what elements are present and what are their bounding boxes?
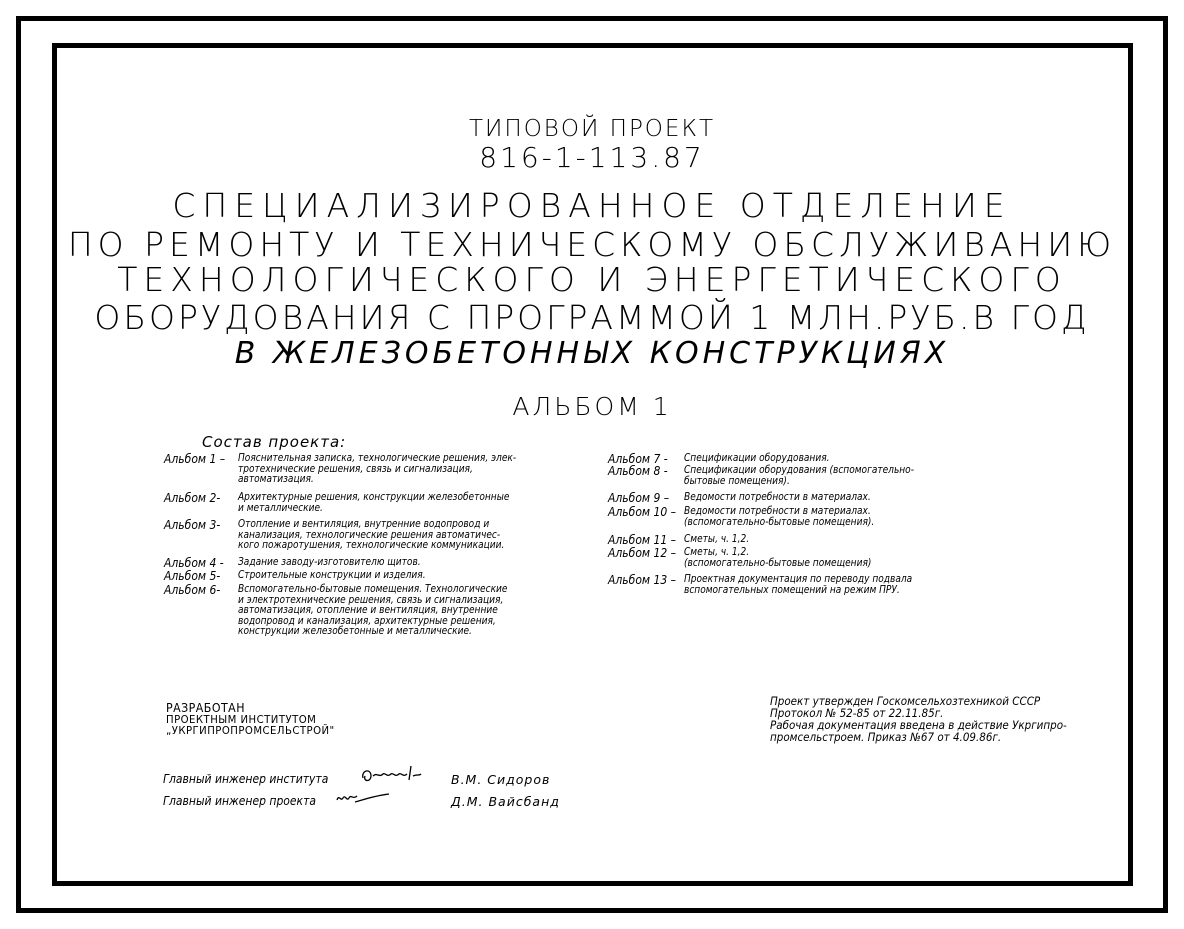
approval-line-2: Протокол № 52-85 от 22.11.85г. [770,706,944,720]
developer-institute-name: „УКРГИПРОПРОМСЕЛЬСТРОЙ" [166,724,335,737]
album-label: Альбом 8 - [608,464,668,478]
album-label: Альбом 13 – [608,573,677,587]
album-label: Альбом 10 – [608,505,677,519]
title-line-2: ПО РЕМОНТУ И ТЕХНИЧЕСКОМУ ОБСЛУЖИВАНИЮ [67,225,1117,264]
title-line-4: ОБОРУДОВАНИЯ С ПРОГРАММОЙ 1 МЛН.РУБ.В ГОД [94,298,1090,337]
signature-role: Главный инженер проекта [163,794,316,808]
title-line-1: СПЕЦИАЛИЗИРОВАННОЕ ОТДЕЛЕНИЕ [172,186,1012,225]
album-label: Альбом 3- [164,518,221,532]
album-description: Пояснительная записка, технологические решения, элек- тротехнические решения, связь и сигнализация, автоматизация. [238,452,517,485]
approval-block [770,695,1100,743]
album-description: Ведомости потребности в материалах. [684,491,871,503]
album-description: Сметы, ч. 1,2. [684,533,750,545]
approval-line-3: Рабочая документация введена в действие Укргипро- [770,718,1067,732]
developed-by-label: РАЗРАБОТАН [166,701,245,715]
album-label: Альбом 5- [164,569,221,583]
album-title: АЛЬБОМ 1 [512,392,672,421]
album-description: Сметы, ч. 1,2. (вспомогательно-бытовые помещения) [684,546,872,569]
title-line-5: В ЖЕЛЕЗОБЕТОННЫХ КОНСТРУКЦИЯХ [234,336,950,371]
developer-institute-line: ПРОЕКТНЫМ ИНСТИТУТОМ [166,713,317,726]
album-label: Альбом 2- [164,491,221,505]
album-description: Спецификации оборудования. [684,452,830,464]
handwritten-signature-icon [333,788,393,806]
signature-row-chief-engineer-project [163,794,560,809]
standard-project-label: ТИПОВОЙ ПРОЕКТ [469,116,715,142]
signature-row-chief-engineer-institute [163,772,551,787]
album-label: Альбом 1 – [164,452,226,466]
album-label: Альбом 12 – [608,546,677,560]
album-label: Альбом 7 - [608,452,668,466]
album-description: Отопление и вентиляция, внутренние водопровод и канализация, технологические решения автоматичес- кого пожаротушения, технологические коммуникации. [238,518,505,551]
approval-line-1: Проект утвержден Госкомсельхозтехникой СССР [770,694,1041,708]
album-description: Спецификации оборудования (вспомогательно- бытовые помещения). [684,464,914,487]
handwritten-signature-icon [359,764,425,786]
album-label: Альбом 9 – [608,491,670,505]
project-number: 816-1-113.87 [479,141,705,174]
developer-block [166,703,349,736]
signature-name: В.М. Сидоров [451,772,551,787]
album-description: Вспомогательно-бытовые помещения. Технологические и электротехнические решения, связь и сигнализация, автоматизация, отопление и вентиляция, внутренние водопровод и канализация, архитектурные решения, конструкции железобетонные и металлические. [238,583,508,637]
album-description: Проектная документация по переводу подвала вспомогательных помещений на режим ПРУ. [684,573,913,596]
album-description: Архитектурные решения, конструкции железобетонные и металлические. [238,491,510,514]
album-description: Строительные конструкции и изделия. [238,569,426,581]
album-label: Альбом 4 - [164,556,224,570]
signature-name: Д.М. Вайсбанд [451,794,560,809]
signature-role: Главный инженер института [163,772,329,786]
album-label: Альбом 6- [164,583,221,597]
approval-line-4: промсельстроем. Приказ №67 от 4.09.86г. [770,730,1002,744]
album-description: Задание заводу-изготовителю щитов. [238,556,421,568]
title-line-3: ТЕХНОЛОГИЧЕСКОГО И ЭНЕРГЕТИЧЕСКОГО [117,260,1067,299]
album-description: Ведомости потребности в материалах. (вспомогательно-бытовые помещения). [684,505,875,528]
composition-heading: Состав проекта: [202,433,347,451]
album-label: Альбом 11 – [608,533,677,547]
